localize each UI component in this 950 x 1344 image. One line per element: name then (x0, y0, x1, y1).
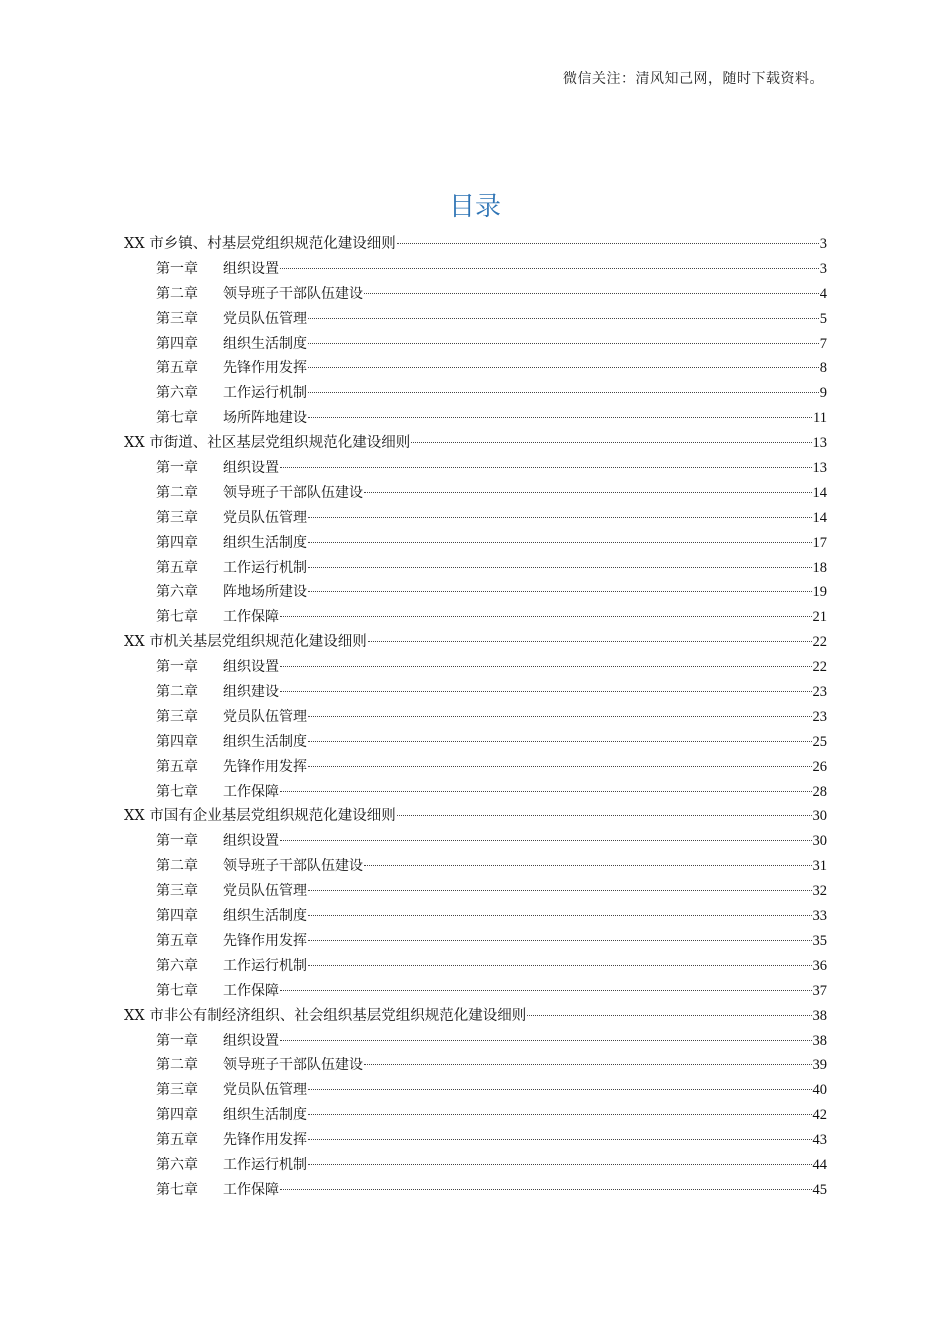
toc-dot-leader (308, 318, 819, 319)
toc-chapter-entry[interactable] (124, 531, 827, 556)
toc-section-entry[interactable] (124, 630, 827, 655)
toc-chapter-number: 第四章 (156, 908, 198, 925)
toc-chapter-number: 第二章 (156, 285, 198, 302)
toc-chapter-entry[interactable] (124, 580, 827, 605)
toc-page-number: 38 (812, 1007, 827, 1024)
toc-chapter-number: 第二章 (156, 1057, 198, 1074)
toc-dot-leader (364, 293, 819, 294)
toc-page-number: 38 (812, 1032, 827, 1049)
toc-chapter-number: 第七章 (156, 783, 198, 800)
toc-chapter-number: 第三章 (156, 883, 198, 900)
toc-chapter-entry[interactable] (124, 481, 827, 506)
toc-chapter-number: 第一章 (156, 260, 198, 277)
toc-dot-leader (280, 1040, 812, 1041)
toc-entry-title: 工作运行机制 (223, 385, 307, 402)
toc-chapter-number: 第六章 (156, 584, 198, 601)
toc-chapter-number: 第二章 (156, 684, 198, 701)
toc-entry-title: 工作运行机制 (223, 957, 307, 974)
toc-dot-leader (527, 1015, 811, 1016)
toc-chapter-entry[interactable] (124, 456, 827, 481)
toc-section-entry[interactable] (124, 232, 827, 257)
toc-chapter-number: 第六章 (156, 385, 198, 402)
toc-entry-title: 组织生活制度 (223, 908, 307, 925)
toc-entry-title: 工作保障 (223, 609, 279, 626)
toc-entry-title: 组织设置 (223, 1032, 279, 1049)
toc-page-number: 21 (812, 609, 827, 626)
toc-page-number: 31 (812, 858, 827, 875)
toc-dot-leader (280, 691, 812, 692)
toc-page-number: 42 (812, 1107, 827, 1124)
toc-dot-leader (280, 666, 812, 667)
toc-chapter-entry[interactable] (124, 257, 827, 282)
toc-page-number: 33 (812, 908, 827, 925)
toc-dot-leader (308, 542, 812, 543)
toc-page-number: 14 (812, 509, 827, 526)
toc-entry-title: XX 市乡镇、村基层党组织规范化建设细则 (124, 236, 396, 252)
toc-chapter-number: 第三章 (156, 1082, 198, 1099)
toc-chapter-entry[interactable] (124, 854, 827, 879)
toc-dot-leader (308, 417, 812, 418)
toc-chapter-entry[interactable] (124, 307, 827, 332)
toc-dot-leader (308, 1089, 812, 1090)
toc-entry-title: 组织设置 (223, 833, 279, 850)
toc-entry-title: 先锋作用发挥 (223, 1132, 307, 1149)
toc-chapter-entry[interactable] (124, 1153, 827, 1178)
toc-chapter-number: 第四章 (156, 534, 198, 551)
toc-dot-leader (308, 890, 812, 891)
toc-entry-title: 工作保障 (223, 1181, 279, 1198)
toc-chapter-entry[interactable] (124, 506, 827, 531)
toc-chapter-entry[interactable] (124, 680, 827, 705)
toc-dot-leader (308, 965, 812, 966)
toc-chapter-entry[interactable] (124, 1078, 827, 1103)
toc-entry-title: 组织生活制度 (223, 335, 307, 352)
toc-dot-leader (280, 791, 812, 792)
toc-page-number: 19 (812, 584, 827, 601)
toc-chapter-entry[interactable] (124, 780, 827, 805)
toc-page-number: 37 (812, 982, 827, 999)
toc-chapter-number: 第七章 (156, 982, 198, 999)
toc-chapter-entry[interactable] (124, 1178, 827, 1203)
toc-page-number: 39 (812, 1057, 827, 1074)
toc-page-number: 13 (812, 460, 827, 477)
toc-entry-title: 组织设置 (223, 260, 279, 277)
toc-page-number: 23 (812, 684, 827, 701)
toc-chapter-entry[interactable] (124, 879, 827, 904)
toc-page-number: 5 (819, 310, 827, 327)
header-note: 微信关注：清风知己网，随时下载资料。 (563, 71, 824, 87)
toc-page-number: 25 (812, 733, 827, 750)
toc-page-number: 17 (812, 534, 827, 551)
toc-chapter-entry[interactable] (124, 556, 827, 581)
toc-entry-title: 党员队伍管理 (223, 310, 307, 327)
toc-entry-title: 工作运行机制 (223, 1156, 307, 1173)
toc-page-number: 11 (813, 410, 827, 427)
toc-entry-title: 场所阵地建设 (223, 410, 307, 427)
toc-page-number: 22 (812, 634, 827, 651)
toc-chapter-entry[interactable] (124, 705, 827, 730)
toc-dot-leader (397, 243, 819, 244)
toc-chapter-number: 第七章 (156, 410, 198, 427)
toc-section-entry[interactable] (124, 804, 827, 829)
toc-chapter-number: 第五章 (156, 932, 198, 949)
toc-section-entry[interactable] (124, 431, 827, 456)
toc-dot-leader (397, 815, 812, 816)
toc-entry-title: 组织设置 (223, 460, 279, 477)
toc-entry-title: 工作保障 (223, 783, 279, 800)
toc-page-number: 3 (819, 236, 827, 252)
toc-chapter-entry[interactable] (124, 605, 827, 630)
toc-dot-leader (280, 1189, 812, 1190)
toc-entry-title: 阵地场所建设 (223, 584, 307, 601)
toc-entry-title: 组织设置 (223, 659, 279, 676)
toc-chapter-entry[interactable] (124, 730, 827, 755)
toc-page-number: 36 (812, 957, 827, 974)
toc-page-number: 40 (812, 1082, 827, 1099)
toc-chapter-number: 第五章 (156, 758, 198, 775)
toc-entry-title: 领导班子干部队伍建设 (223, 484, 363, 501)
toc-chapter-number: 第五章 (156, 559, 198, 576)
toc-page-number: 22 (812, 659, 827, 676)
toc-entry-title: 领导班子干部队伍建设 (223, 1057, 363, 1074)
toc-entry-title: 领导班子干部队伍建设 (223, 858, 363, 875)
toc-chapter-entry[interactable] (124, 1103, 827, 1128)
toc-entry-title: XX 市国有企业基层党组织规范化建设细则 (124, 808, 396, 825)
toc-chapter-number: 第六章 (156, 1156, 198, 1173)
toc-chapter-entry[interactable] (124, 655, 827, 680)
toc-entry-title: XX 市非公有制经济组织、社会组织基层党组织规范化建设细则 (124, 1007, 527, 1024)
toc-dot-leader (308, 517, 812, 518)
toc-chapter-number: 第四章 (156, 335, 198, 352)
toc-entry-title: 领导班子干部队伍建设 (223, 285, 363, 302)
toc-dot-leader (308, 343, 819, 344)
toc-page-number: 30 (812, 833, 827, 850)
toc-chapter-entry[interactable] (124, 979, 827, 1004)
toc-entry-title: 组织生活制度 (223, 1107, 307, 1124)
toc-chapter-entry[interactable] (124, 356, 827, 381)
toc-page-number: 4 (819, 285, 827, 302)
toc-dot-leader (280, 467, 812, 468)
toc-page-number: 28 (812, 783, 827, 800)
toc-entry-title: 党员队伍管理 (223, 509, 307, 526)
toc-chapter-number: 第二章 (156, 484, 198, 501)
toc-dot-leader (308, 1139, 812, 1140)
toc-page-number: 26 (812, 758, 827, 775)
toc-chapter-entry[interactable] (124, 829, 827, 854)
toc-entry-title: 党员队伍管理 (223, 1082, 307, 1099)
toc-page-number: 8 (819, 360, 827, 377)
toc-entry-title: 工作运行机制 (223, 559, 307, 576)
toc-page-number: 14 (812, 484, 827, 501)
toc-dot-leader (308, 716, 812, 717)
toc-page-number: 9 (819, 385, 827, 402)
toc-chapter-number: 第七章 (156, 609, 198, 626)
toc-page-number: 35 (812, 932, 827, 949)
toc-entry-title: 党员队伍管理 (223, 708, 307, 725)
toc-dot-leader (308, 591, 812, 592)
toc-page-number: 32 (812, 883, 827, 900)
table-of-contents (124, 232, 827, 1203)
toc-dot-leader (308, 766, 812, 767)
toc-dot-leader (364, 1064, 812, 1065)
toc-dot-leader (308, 1114, 812, 1115)
toc-entry-title: 组织建设 (223, 684, 279, 701)
toc-page-number: 7 (819, 335, 827, 352)
toc-chapter-entry[interactable] (124, 381, 827, 406)
toc-chapter-entry[interactable] (124, 282, 827, 307)
toc-chapter-number: 第一章 (156, 1032, 198, 1049)
toc-entry-title: 组织生活制度 (223, 534, 307, 551)
toc-page-number: 13 (812, 435, 827, 452)
toc-dot-leader (280, 840, 812, 841)
toc-page-number: 45 (812, 1181, 827, 1198)
toc-chapter-number: 第四章 (156, 1107, 198, 1124)
toc-dot-leader (280, 990, 812, 991)
toc-chapter-number: 第四章 (156, 733, 198, 750)
toc-dot-leader (364, 492, 812, 493)
toc-chapter-number: 第三章 (156, 708, 198, 725)
toc-dot-leader (308, 392, 819, 393)
toc-dot-leader (308, 1164, 812, 1165)
toc-page-number: 3 (819, 260, 827, 277)
toc-chapter-entry[interactable] (124, 332, 827, 357)
toc-entry-title: 先锋作用发挥 (223, 932, 307, 949)
toc-chapter-entry[interactable] (124, 929, 827, 954)
toc-chapter-number: 第三章 (156, 509, 198, 526)
toc-chapter-entry[interactable] (124, 1053, 827, 1078)
toc-page-number: 30 (812, 808, 827, 825)
toc-chapter-number: 第一章 (156, 460, 198, 477)
toc-dot-leader (280, 268, 819, 269)
toc-dot-leader (308, 940, 812, 941)
toc-dot-leader (308, 567, 812, 568)
toc-chapter-entry[interactable] (124, 904, 827, 929)
toc-dot-leader (411, 442, 811, 443)
toc-chapter-number: 第二章 (156, 858, 198, 875)
toc-chapter-entry[interactable] (124, 1128, 827, 1153)
toc-entry-title: 先锋作用发挥 (223, 758, 307, 775)
toc-entry-title: 先锋作用发挥 (223, 360, 307, 377)
toc-dot-leader (280, 616, 812, 617)
toc-dot-leader (368, 641, 812, 642)
toc-title: 目录 (448, 192, 501, 222)
toc-chapter-number: 第一章 (156, 659, 198, 676)
toc-entry-title: 工作保障 (223, 982, 279, 999)
toc-entry-title: XX 市街道、社区基层党组织规范化建设细则 (124, 435, 411, 452)
toc-dot-leader (308, 915, 812, 916)
toc-entry-title: 党员队伍管理 (223, 883, 307, 900)
toc-page-number: 23 (812, 708, 827, 725)
toc-chapter-number: 第一章 (156, 833, 198, 850)
toc-section-entry[interactable] (124, 1004, 827, 1029)
toc-chapter-entry[interactable] (124, 1029, 827, 1054)
toc-entry-title: XX 市机关基层党组织规范化建设细则 (124, 634, 367, 651)
toc-chapter-entry[interactable] (124, 406, 827, 431)
toc-page-number: 18 (812, 559, 827, 576)
toc-chapter-number: 第五章 (156, 1132, 198, 1149)
toc-dot-leader (364, 865, 812, 866)
toc-chapter-entry[interactable] (124, 755, 827, 780)
toc-dot-leader (308, 741, 812, 742)
toc-dot-leader (308, 367, 819, 368)
toc-chapter-number: 第六章 (156, 957, 198, 974)
toc-entry-title: 组织生活制度 (223, 733, 307, 750)
toc-page-number: 43 (812, 1132, 827, 1149)
toc-chapter-number: 第五章 (156, 360, 198, 377)
toc-chapter-number: 第三章 (156, 310, 198, 327)
toc-page-number: 44 (812, 1156, 827, 1173)
toc-chapter-number: 第七章 (156, 1181, 198, 1198)
toc-chapter-entry[interactable] (124, 954, 827, 979)
